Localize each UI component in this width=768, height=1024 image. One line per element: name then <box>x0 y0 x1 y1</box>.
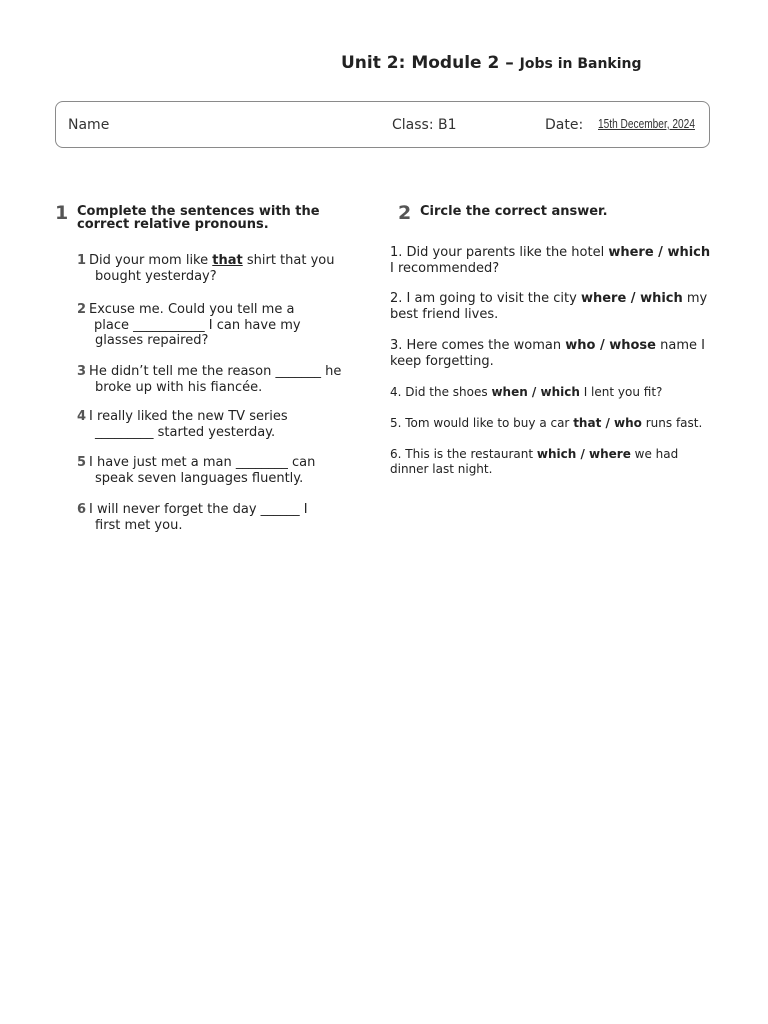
exercise1-item-2 <box>77 302 367 349</box>
item-text-post: runs fast. <box>641 416 703 430</box>
section2-number: 2 <box>398 202 412 224</box>
item-text-line2: first met you. <box>95 517 183 533</box>
exercise1-item-5 <box>77 455 367 486</box>
exercise2-item-6 <box>390 447 730 476</box>
item-text-post: we had <box>630 447 679 461</box>
item-options: who / whose <box>565 338 656 353</box>
item-text-post: I lent you fit? <box>579 385 663 399</box>
item-text-line2: _________ started yesterday. <box>95 424 276 440</box>
page-title <box>341 53 642 73</box>
item-answer: that <box>212 253 243 268</box>
exercise2-item-4 <box>390 385 730 400</box>
item-number: 1 <box>77 253 87 268</box>
student-info-box <box>55 101 710 148</box>
item-text-pre: 1. Did your parents like the hotel <box>390 245 609 260</box>
item-text-line1: Excuse me. Could you tell me a <box>89 302 295 317</box>
exercise1-item-6 <box>77 502 367 533</box>
item-text-pre: 2. I am going to visit the city <box>390 291 581 306</box>
exercise2-item-2 <box>390 291 730 322</box>
exercise1-item-1 <box>77 253 367 284</box>
item-text-line2: best friend lives. <box>390 306 499 322</box>
exercise1-item-3 <box>77 364 367 395</box>
class-label: Class: B1 <box>392 117 457 133</box>
item-number: 4 <box>77 409 87 424</box>
date-label: Date: <box>545 117 584 133</box>
item-text-line2: speak seven languages fluently. <box>95 470 304 486</box>
item-text-line2: bought yesterday? <box>95 268 217 284</box>
item-text-pre: 4. Did the shoes <box>390 385 492 399</box>
item-text-pre: 5. Tom would like to buy a car <box>390 416 574 430</box>
item-number: 2 <box>77 302 87 317</box>
item-text-post: name I <box>655 338 705 353</box>
title-subtitle: Jobs in Banking <box>519 56 642 72</box>
item-text-line2: broke up with his fiancée. <box>95 379 263 395</box>
exercise2-item-1 <box>390 245 730 276</box>
item-text-line2: keep forgetting. <box>390 353 494 369</box>
section1-instruction-line2: correct relative pronouns. <box>77 217 269 232</box>
item-text-line3: glasses repaired? <box>95 333 209 348</box>
item-options: where / which <box>580 291 683 306</box>
item-options: which / where <box>536 447 631 461</box>
item-text-line1: I have just met a man ________ can <box>89 455 316 470</box>
item-text-line1: I will never forget the day ______ I <box>89 502 308 517</box>
item-number: 6 <box>77 502 87 517</box>
item-options: when / which <box>491 385 580 399</box>
date-value: 15th December, 2024 <box>598 116 695 131</box>
item-text-line1: I really liked the new TV series <box>89 409 288 424</box>
item-text-line1: He didn’t tell me the reason _______ he <box>89 364 342 379</box>
item-number: 5 <box>77 455 87 470</box>
item-options: that / who <box>573 416 642 430</box>
section1-instruction-line1: Complete the sentences with the <box>77 204 320 219</box>
item-options: where / which <box>608 245 711 260</box>
item-text-line2: dinner last night. <box>390 461 493 476</box>
exercise2-item-3 <box>390 338 730 369</box>
item-text-line2: place ___________ I can have my <box>94 317 301 333</box>
item-text-post: shirt that you <box>242 253 335 268</box>
section1-number: 1 <box>55 202 69 224</box>
item-text-pre: Did your mom like <box>89 253 213 268</box>
item-text-pre: 6. This is the restaurant <box>390 447 537 461</box>
exercise1-item-4 <box>77 409 367 440</box>
exercise2-item-5 <box>390 416 730 431</box>
name-label: Name <box>68 117 110 133</box>
item-text-line2: I recommended? <box>390 260 500 276</box>
section2-instruction: Circle the correct answer. <box>420 204 608 219</box>
item-text-post: my <box>682 291 708 306</box>
section1-instruction <box>77 205 320 231</box>
title-main: Unit 2: Module 2 – <box>341 53 514 73</box>
item-number: 3 <box>77 364 87 379</box>
item-text-pre: 3. Here comes the woman <box>390 338 566 353</box>
